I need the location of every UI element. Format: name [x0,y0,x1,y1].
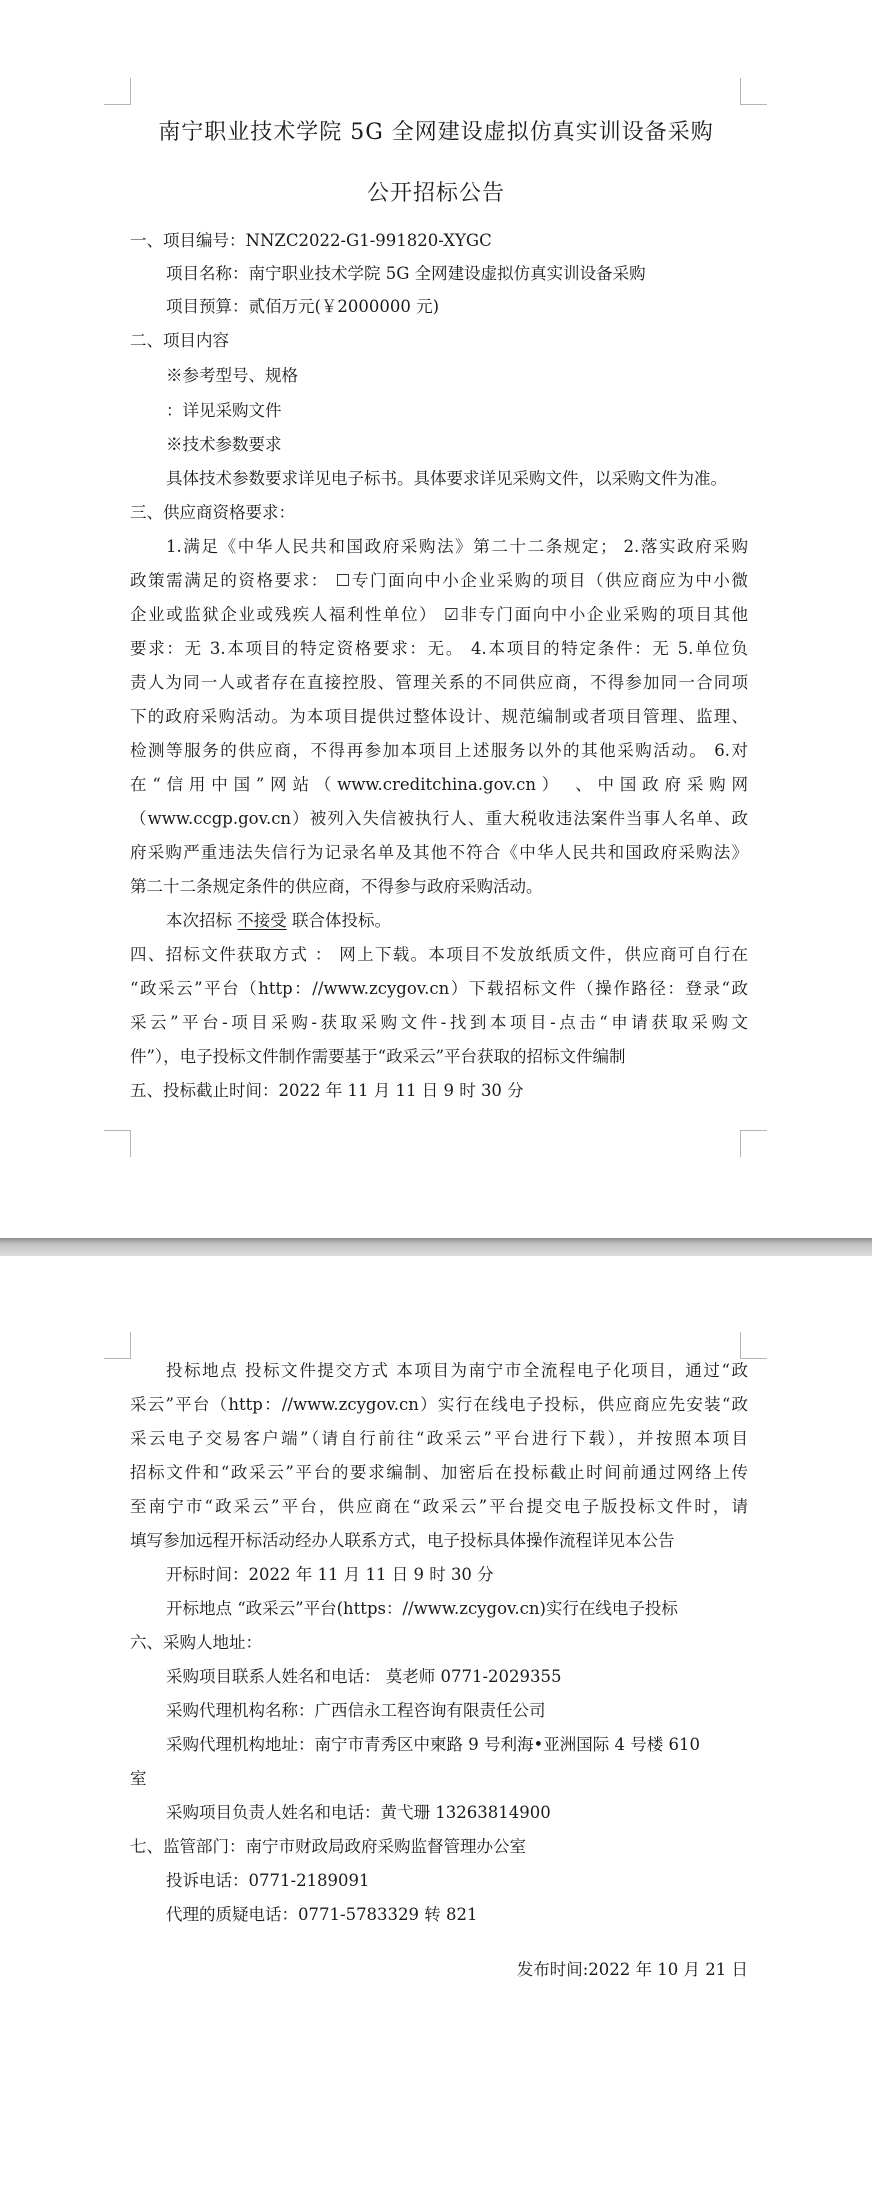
agency-address-continued: 室 [130,1769,147,1788]
purchaser-contact: 采购项目联系人姓名和电话： 莫老师 0771-2029355 [166,1667,562,1686]
tech-params-heading: ※技术参数要求 [166,435,282,454]
crop-mark-bottom-left [104,1130,131,1157]
page-separator [0,1238,872,1256]
qualification-line: 企业或监狱企业或残疾人福利性单位） ☑非专门面向中小企业采购的项目其他 [130,605,748,624]
document-title-line-2: 公开招标公告 [366,181,505,206]
qualification-line: 在“信用中国”网站（www.creditchina.gov.cn） 、中国政府采购网 [130,775,748,794]
submission-line: 招标文件和“政采云”平台的要求编制、加密后在投标截止时间前通过网络上传 [130,1463,748,1482]
qualification-line: （www.ccgp.gov.cn）被列入失信被执行人、重大税收违法案件当事人名单、政 [130,809,748,828]
section-6-heading: 六、采购人地址： [130,1633,262,1652]
project-budget: 项目预算：贰佰万元(￥2000000 元) [166,297,440,316]
submission-line: 采云电子交易客户端”（请自行前往“政采云”平台进行下载），并按照本项目 [130,1429,748,1448]
crop-mark-bottom-right [740,1130,767,1157]
joint-bid-value: 不接受 [237,911,287,930]
agency-address: 采购代理机构地址：南宁市青秀区中柬路 9 号利海•亚洲国际 4 号楼 610 [166,1735,700,1754]
submission-line: 采云”平台（http：//www.zcygov.cn）实行在线电子投标，供应商应先安装“政 [130,1395,748,1414]
project-name: 项目名称：南宁职业技术学院 5G 全网建设虚拟仿真实训设备采购 [166,264,646,283]
agency-name: 采购代理机构名称：广西信永工程咨询有限责任公司 [166,1701,546,1720]
qualification-line: 检测等服务的供应商，不得再参加本项目上述服务以外的其他采购活动。 6.对 [130,741,748,760]
joint-bid-prefix: 本次招标 [166,911,238,930]
submission-line: 投标地点 投标文件提交方式 本项目为南宁市全流程电子化项目，通过“政 [166,1361,748,1380]
qualification-line: 第二十二条规定条件的供应商，不得参与政府采购活动。 [130,877,543,896]
document-title-line-1: 南宁职业技术学院 5G 全网建设虚拟仿真实训设备采购 [158,120,714,145]
qualification-line: 要求：无 3.本项目的特定资格要求：无。 4.本项目的特定条件：无 5.单位负 [130,639,748,658]
publish-date: 发布时间:2022 年 10 月 21 日 [516,1960,748,1979]
project-number: 一、项目编号：NNZC2022-G1-991820-XYGC [130,231,492,250]
tech-params-detail: 具体技术参数要求详见电子标书。具体要求详见采购文件，以采购文件为准。 [166,469,727,488]
complaint-phone: 投诉电话：0771-2189091 [166,1871,370,1890]
opening-place: 开标地点 “政采云”平台(https：//www.zcygov.cn)实行在线电子投标 [166,1599,678,1618]
see-procurement-doc: ：详见采购文件 [166,401,282,420]
qualification-line: 1.满足《中华人民共和国政府采购法》第二十二条规定； 2.落实政府采购 [166,537,748,556]
qualification-line: 下的政府采购活动。为本项目提供过整体设计、规范编制或者项目管理、监理、 [130,707,748,726]
section-3-heading: 三、供应商资格要求： [130,503,295,522]
doc-acquisition-line: 四、招标文件获取方式 ： 网上下载。本项目不发放纸质文件，供应商可自行在 [130,945,748,964]
project-owner: 采购项目负责人姓名和电话：黄弋珊 13263814900 [166,1803,551,1822]
doc-acquisition-line: “政采云”平台（http：//www.zcygov.cn）下载招标文件（操作路径：登录“政 [130,979,748,998]
submission-line: 至南宁市“政采云”平台，供应商在“政采云”平台提交电子版投标文件时，请 [130,1497,748,1516]
doc-acquisition-line: 件”），电子投标文件制作需要基于“政采云”平台获取的招标文件编制 [130,1047,626,1066]
qualification-line: 责人为同一人或者存在直接控股、管理关系的不同供应商，不得参加同一合同项 [130,673,748,692]
qualification-line: 府采购严重违法失信行为记录名单及其他不符合《中华人民共和国政府采购法》 [130,843,748,862]
crop-mark-top-left [104,1332,131,1359]
document-page-2 [0,1256,872,2211]
section-2-heading: 二、项目内容 [130,331,229,350]
bid-deadline: 五、投标截止时间：2022 年 11 月 11 日 9 时 30 分 [130,1081,524,1100]
joint-bid-statement [166,910,748,932]
inquiry-phone: 代理的质疑电话：0771-5783329 转 821 [166,1905,478,1924]
section-7-heading: 七、监管部门：南宁市财政局政府采购监督管理办公室 [130,1837,526,1856]
crop-mark-top-left [104,78,131,105]
reference-model: ※参考型号、规格 [166,366,298,385]
submission-line: 填写参加远程开标活动经办人联系方式，电子投标具体操作流程详见本公告 [130,1531,675,1550]
joint-bid-suffix: 联合体投标。 [286,911,391,930]
opening-time: 开标时间：2022 年 11 月 11 日 9 时 30 分 [166,1565,494,1584]
crop-mark-top-right [740,1332,767,1359]
crop-mark-top-right [740,78,767,105]
doc-acquisition-line: 采云”平台-项目采购-获取采购文件-找到本项目-点击“申请获取采购文 [130,1013,748,1032]
qualification-line: 政策需满足的资格要求： ☐专门面向中小企业采购的项目（供应商应为中小微 [130,571,748,590]
